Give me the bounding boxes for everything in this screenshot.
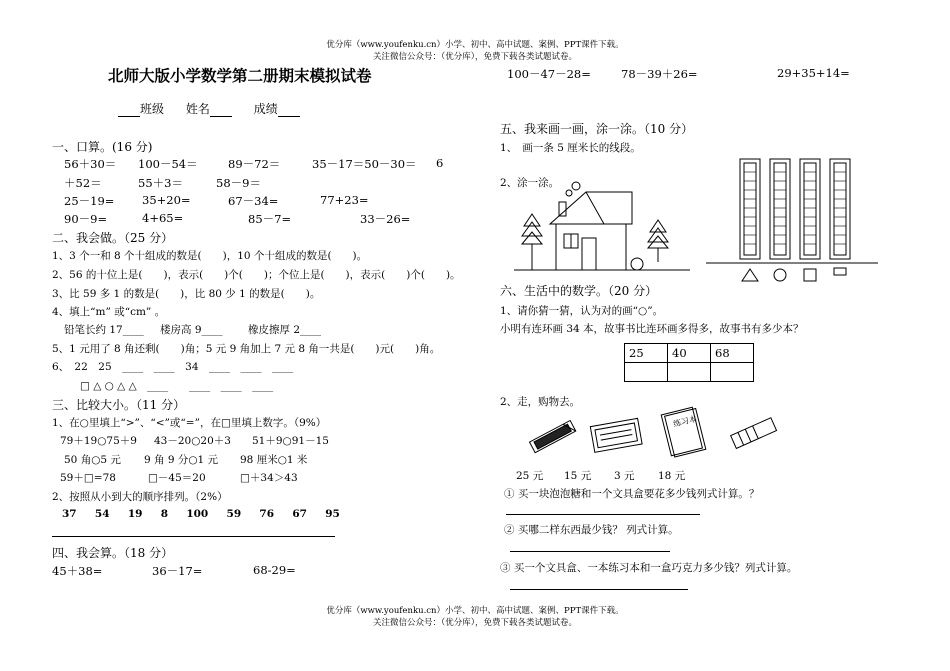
s5-q2: 2、涂一涂。 [500, 177, 560, 189]
footer-line-2: 关注微信公众号：（优分库），免费下载各类试题试卷。 [372, 618, 577, 628]
s1-r1-c2: 100－54＝ [138, 157, 198, 171]
s2-q4: 4、填上“m” 或“cm” 。 [52, 306, 166, 318]
s3-r1-c1: 79＋19○75＋9 [60, 435, 137, 447]
gum-item [530, 420, 576, 452]
s3-r2-c3: 98 厘米○1 米 [240, 454, 308, 466]
sub2-answer-line[interactable] [510, 551, 670, 552]
triangle-shape [742, 269, 758, 281]
s3-number-list [62, 508, 340, 520]
pencil-case-item [590, 418, 642, 452]
section-4-title: 四、我会算。（18 分） [52, 546, 174, 560]
s3-r1-c3: 51＋9○91－15 [252, 435, 329, 447]
s4-calc-1: 45＋38= [52, 564, 103, 578]
s1-r3-c1: 25－19= [64, 194, 115, 208]
table-row [625, 344, 754, 363]
s1-r2-c3: 58－9＝ [216, 176, 261, 190]
page-title: 北师大版小学数学第二册期末模拟试卷 [108, 67, 372, 85]
header-line-1: 优分库（www.youfenku.cn）小学、初中、高中试题、案例、PPT课件下载。 [326, 40, 624, 50]
section-1-title: 一、口算。(16 分) [52, 140, 153, 154]
section-3-title: 三、比较大小。（11 分） [52, 398, 186, 412]
s1-r1-c4: 35－17＝50－30＝ [312, 157, 417, 171]
s6-sub1: ① 买一块泡泡糖和一个文具盒要花多少钱列式计算。？ [504, 488, 760, 500]
s3-r1-c2: 43－20○20＋3 [154, 435, 231, 447]
shopping-items-drawing [528, 406, 778, 464]
s3-r2-c2: 9 角 9 分○1 元 [144, 454, 219, 466]
answer-cell[interactable] [711, 363, 754, 382]
name-label: 姓名 [185, 102, 210, 116]
top-calc-1: 100－47－28= [507, 67, 591, 81]
top-calc-3: 29+35+14= [777, 66, 850, 80]
s2-q1: 1、3 个一和 8 个十组成的数是( )，10 个十组成的数是( )。 [52, 250, 368, 262]
class-label: 班级 [140, 102, 165, 116]
s1-r4-c3: 85－7= [248, 212, 292, 226]
s3-r3-c2: □－45＝20 [148, 472, 206, 484]
top-calc-2: 78－39＋26= [621, 67, 698, 81]
table-cell: 25 [625, 344, 668, 363]
s3-num: 95 [325, 508, 340, 520]
s6-q2: 2、走，购物去。 [500, 396, 581, 408]
s5-q1: 1、 画一条 5 厘米长的线段。 [500, 142, 641, 154]
s1-r1-c3: 89－72＝ [228, 157, 281, 171]
answer-cell[interactable] [625, 363, 668, 382]
s1-r4-c1: 90－9= [64, 212, 108, 226]
s1-r2-c2: 55＋3＝ [138, 176, 183, 190]
s6-sub3: ③ 买一个文具盒、一本练习本和一盒巧克力多少钱？列式计算。 [500, 562, 798, 574]
s3-num: 19 [127, 508, 143, 520]
footer-line-1: 优分库（www.youfenku.cn）小学、初中、高中试题、案例、PPT课件下载。 [326, 606, 624, 616]
price-3: 3 元 [614, 470, 635, 482]
table-cell: 68 [711, 344, 754, 363]
score-blank[interactable] [278, 102, 300, 117]
circle-shape [774, 269, 786, 281]
section-2-title: 二、我会做。（25 分） [52, 231, 174, 245]
s2-q4c: 橡皮擦厚 2____ [248, 324, 322, 336]
score-label: 成绩 [253, 102, 278, 116]
s3-r2-c1: 50 角○5 元 [64, 454, 121, 466]
s2-q6-shapes: □ △ ○ △ △ ____ ____ ____ ____ [80, 380, 274, 392]
rectangle-shape [834, 268, 846, 275]
s1-r3-c4: 77+23= [320, 193, 369, 207]
s3-answer-line[interactable] [52, 536, 335, 537]
s6-q1: 1、请你猜一猜，认为对的画“○”。 [500, 305, 664, 317]
house-scene-drawing [512, 180, 692, 272]
info-line [118, 100, 300, 117]
s1-r1-c1: 56＋30＝ [64, 157, 117, 171]
s1-r3-c2: 35+20= [142, 193, 191, 207]
s1-r3-c3: 67－34= [228, 194, 279, 208]
guess-table [624, 343, 754, 382]
header-line-2: 关注微信公众号：（优分库），免费下载各类试题试卷。 [372, 52, 577, 62]
price-2: 15 元 [564, 470, 592, 482]
sub3-answer-line[interactable] [510, 589, 688, 590]
square-shape [804, 269, 816, 281]
s6-q1-text: 小明有连环画 34 本，故事书比连环画多得多，故事书有多少本？ [500, 323, 804, 335]
s1-r2-c1: ＋52＝ [64, 176, 102, 190]
s4-calc-3: 68-29= [253, 563, 296, 577]
s3-num: 67 [292, 508, 307, 520]
table-row [625, 363, 754, 382]
price-4: 18 元 [658, 470, 686, 482]
s2-q4a: 铅笔长约 17____ [64, 324, 144, 336]
s6-sub2: ② 买哪二样东西最少钱？ 列式计算。 [504, 524, 679, 536]
sub1-answer-line[interactable] [506, 514, 700, 515]
s2-q2: 2、56 的十位上是( )，表示( )个( )；个位上是( )，表示( )个( )。 [52, 269, 461, 281]
s1-r4-c4: 33－26= [360, 212, 411, 226]
class-blank[interactable] [118, 102, 140, 117]
s2-q5: 5、1 元用了 8 角还剩( )角；5 元 9 角加上 7 元 8 角一共是( )元( )角。 [52, 343, 441, 355]
name-blank[interactable] [210, 102, 232, 117]
chocolate-box-item [731, 418, 777, 449]
s2-q3: 3、比 59 多 1 的数是( )，比 80 少 1 的数是( )。 [52, 288, 321, 300]
s3-num: 76 [259, 508, 275, 520]
section-5-title: 五、我来画一画，涂一涂。（10 分） [500, 122, 694, 136]
s3-num: 100 [186, 508, 209, 520]
s3-q1: 1、在○里填上“>”、“<”或“=”，在□里填上数字。（9%） [52, 417, 327, 429]
s1-r1-c5: 6 [436, 156, 444, 170]
s3-num: 8 [160, 508, 169, 520]
price-1: 25 元 [516, 470, 544, 482]
counting-bars-drawing [706, 157, 886, 282]
s2-q6: 6、 22 25 ____ ____ 34 ____ ____ ____ [52, 361, 294, 373]
s3-r3-c3: □＋34＞43 [240, 472, 298, 484]
s4-calc-2: 36－17= [152, 564, 203, 578]
s3-num: 54 [94, 508, 110, 520]
book-cover-label: 练习本 [672, 414, 698, 429]
exercise-book-item [661, 407, 706, 458]
s3-num: 59 [226, 508, 242, 520]
s3-q2: 2、按照从小到大的顺序排列。（2%） [52, 491, 228, 503]
s3-num: 37 [62, 508, 77, 520]
answer-cell[interactable] [668, 363, 711, 382]
s3-r3-c1: 59＋□=78 [60, 472, 116, 484]
s1-r4-c2: 4+65= [142, 211, 184, 225]
table-cell: 40 [668, 344, 711, 363]
section-6-title: 六、生活中的数学。（20 分） [500, 284, 658, 298]
s2-q4b: 楼房高 9____ [160, 324, 223, 336]
